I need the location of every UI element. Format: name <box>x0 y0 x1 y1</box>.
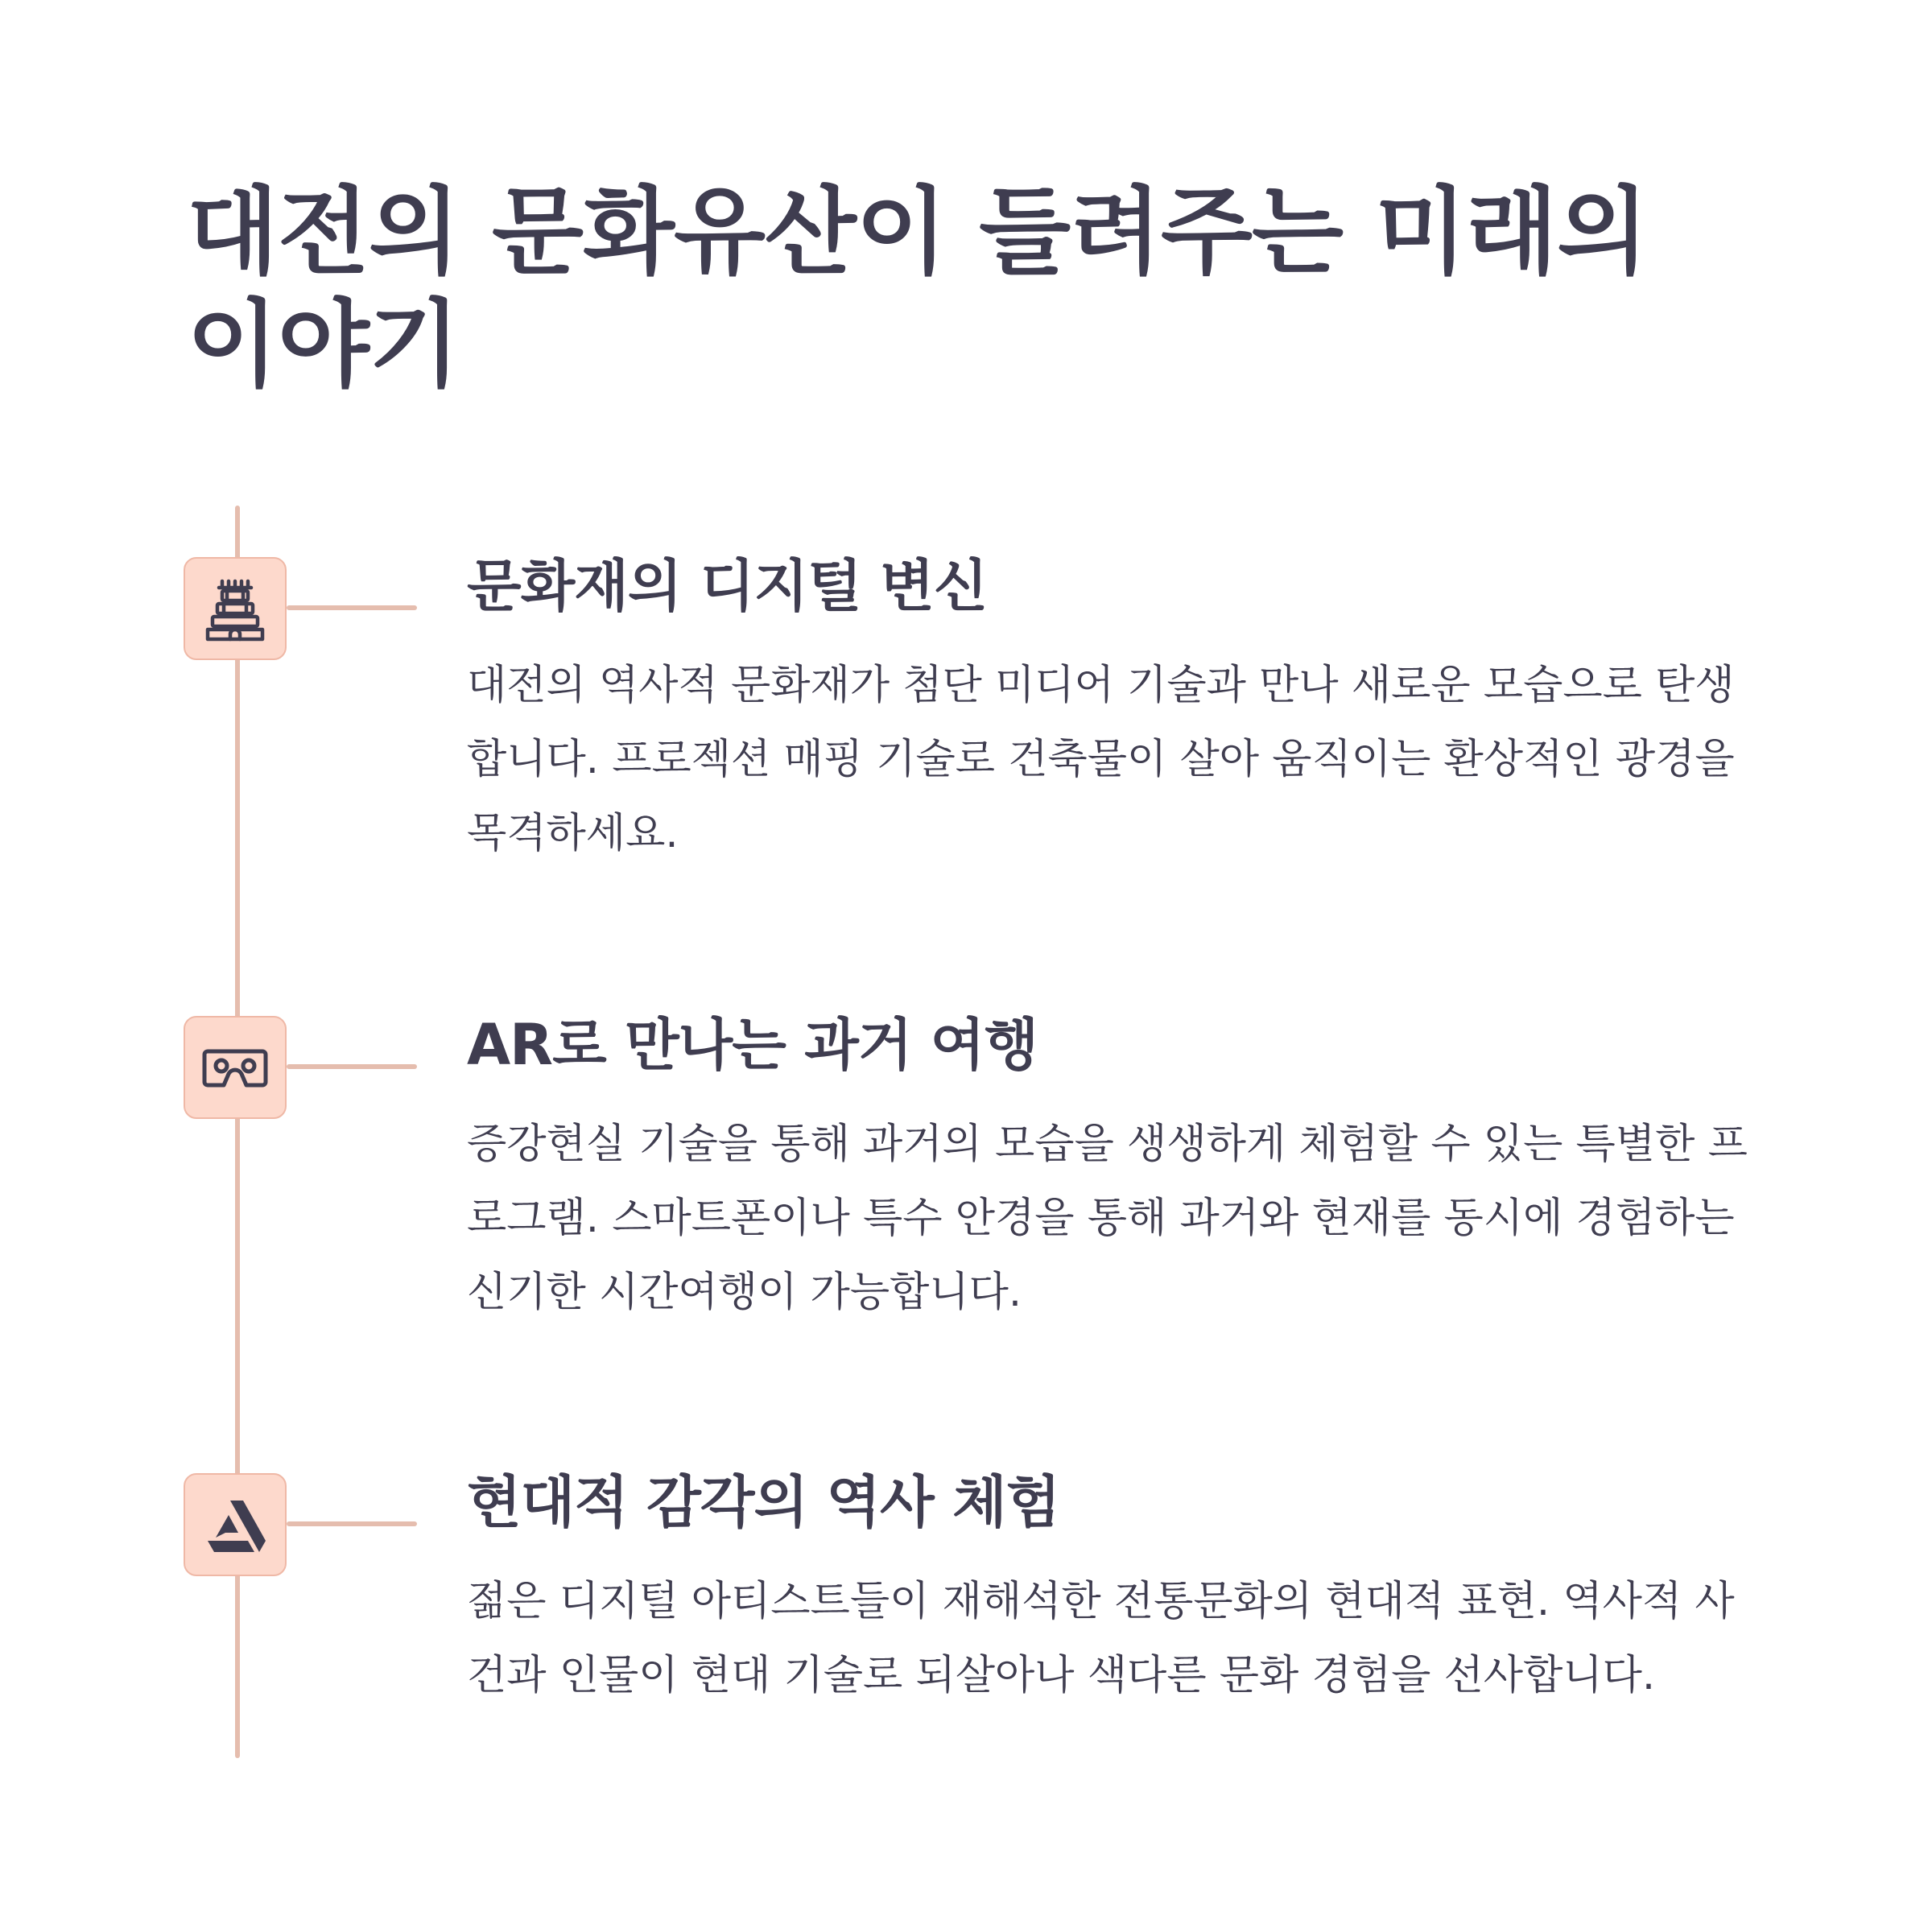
connector-line <box>287 1521 417 1526</box>
icon-box <box>184 1473 287 1576</box>
item-title: 문화재의 디지털 변신 <box>467 553 988 619</box>
item-description: 증강현실 기술을 통해 과거의 모습을 생생하게 체험할 수 있는 특별한 프로그램. 스마트폰이나 특수 안경을 통해 과거와 현재를 동시에 경험하는 신기한 시간여행이 가능합니다. <box>467 1121 1748 1316</box>
vr-goggles-icon <box>200 1032 270 1103</box>
item-title: AR로 만나는 과거 여행 <box>467 1012 1038 1078</box>
icon-box <box>184 1016 287 1119</box>
icon-box <box>184 557 287 660</box>
item-title: 현대적 감각의 역사 체험 <box>467 1469 1060 1535</box>
connector-line <box>287 1064 417 1069</box>
connector-line <box>287 605 417 610</box>
item-description: 젊은 디지털 아티스트들이 재해석한 전통문화의 현대적 표현. 역사적 사건과 인물이 현대 기술로 되살아나 색다른 문화 경험을 선사합니다. <box>467 1578 1735 1699</box>
item-description: 대전의 역사적 문화재가 첨단 미디어 기술과 만나 새로운 모습으로 탄생합니다. 프로젝션 매핑 기술로 건축물이 살아 움직이는 환상적인 광경을 목격하세요. <box>467 662 1735 857</box>
artstation-icon <box>201 1491 269 1558</box>
pagoda-icon <box>201 575 269 642</box>
page-title: 대전의 문화유산이 들려주는 미래의 이야기 <box>187 176 1649 400</box>
